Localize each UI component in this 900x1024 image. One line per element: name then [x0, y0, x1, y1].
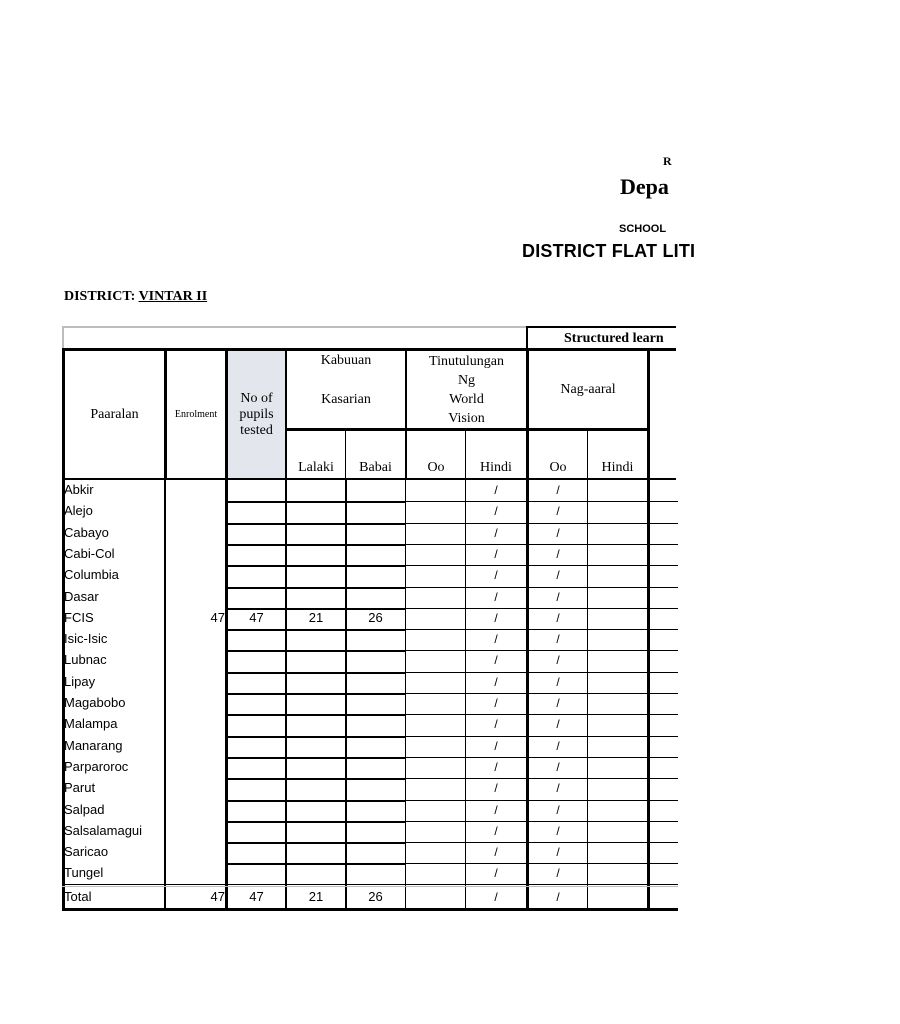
col-kasarian: Kasarian	[321, 392, 371, 407]
school-name: Parut	[64, 780, 96, 796]
cell-tested: 47	[249, 888, 264, 904]
school-name: FCIS	[64, 609, 94, 625]
school-name: Parparoroc	[64, 758, 129, 774]
cell-na-oo: /	[556, 823, 560, 838]
cell-wv-hindi: /	[494, 717, 498, 732]
school-name: Malampa	[64, 716, 118, 732]
report-title: DISTRICT FLAT LITI	[522, 241, 696, 261]
cell-wv-hindi: /	[494, 483, 498, 497]
cell-na-oo: /	[556, 589, 560, 604]
school-name: Columbia	[64, 567, 119, 583]
cell-na-oo: /	[556, 568, 560, 583]
cell-na-oo: /	[556, 781, 560, 796]
cell-wv-hindi: /	[494, 759, 498, 774]
cell-na-oo: /	[556, 696, 560, 710]
col-paaralan: Paaralan	[90, 406, 139, 422]
school-name: Isic-Isic	[64, 631, 108, 647]
cell-na-oo: /	[556, 610, 560, 625]
cell-wv-hindi: /	[494, 823, 498, 838]
cell-na-oo: /	[556, 717, 560, 732]
school-name: Salsalamagui	[64, 822, 143, 838]
school-name: Cabi-Col	[64, 545, 115, 561]
cell-wv-hindi: /	[494, 738, 498, 753]
cell-wv-hindi: /	[494, 632, 498, 647]
cell-babai: 26	[368, 609, 383, 625]
cell-na-oo: /	[556, 802, 560, 817]
cell-wv-hindi: /	[494, 696, 498, 710]
cell-wv-hindi: /	[494, 866, 498, 881]
structured-learning-header: Structured learn	[564, 331, 664, 346]
col-enrolment: Enrolment	[174, 409, 218, 420]
col-wv-oo: Oo	[427, 460, 445, 475]
school-name: Abkir	[64, 482, 94, 497]
col-tinutulungan-line3: World	[449, 391, 484, 407]
cell-wv-hindi: /	[494, 781, 498, 796]
cell-enrolment: 47	[210, 609, 225, 625]
school-name: Tungel	[64, 865, 104, 881]
cell-wv-hindi: /	[494, 674, 498, 689]
cell-na-oo: /	[556, 546, 560, 561]
col-nagaaral: Nag-aaral	[560, 381, 616, 397]
col-wv-hindi: Hindi	[480, 460, 512, 475]
cell-wv-hindi: /	[494, 525, 498, 540]
cell-wv-hindi: /	[494, 546, 498, 561]
school-name: Lipay	[64, 673, 96, 689]
school-name: Magabobo	[64, 695, 126, 710]
cell-wv-hindi: /	[494, 889, 498, 904]
cell-lalaki: 21	[308, 609, 324, 625]
col-kabuuan: Kabuuan	[320, 353, 372, 368]
cell-wv-hindi: /	[494, 802, 498, 817]
cell-tested: 47	[249, 609, 264, 625]
cell-na-oo: /	[556, 759, 560, 774]
cell-wv-hindi: /	[494, 568, 498, 583]
col-lalaki: Lalaki	[298, 460, 334, 475]
col-tinutulungan	[407, 351, 526, 428]
region-heading: R	[663, 154, 672, 168]
col-pupils-tested-line3: tested	[240, 422, 273, 438]
cell-na-oo: /	[556, 889, 560, 904]
school-name: Alejo	[64, 503, 93, 519]
district-label: DISTRICT:	[64, 289, 136, 304]
cell-wv-hindi: /	[494, 504, 498, 519]
col-tinutulungan-line2: Ng	[457, 372, 476, 388]
cell-na-oo: /	[556, 504, 560, 519]
school-name: Cabayo	[64, 524, 109, 540]
total-label: Total	[64, 888, 92, 904]
cell-na-oo: /	[556, 738, 560, 753]
cell-wv-hindi: /	[494, 653, 498, 668]
cell-na-oo: /	[556, 653, 560, 668]
cell-na-oo: /	[556, 525, 560, 540]
col-pupils-tested-line2: pupils	[239, 406, 274, 422]
cell-lalaki: 21	[308, 888, 324, 904]
department-heading: Depa	[620, 174, 669, 199]
school-name: Manarang	[64, 737, 123, 753]
cell-babai: 26	[368, 888, 383, 904]
col-tinutulungan-line1: Tinutulungan	[429, 353, 504, 369]
school-heading: SCHOOL	[619, 223, 667, 235]
col-pupils-tested	[228, 351, 285, 478]
cell-na-oo: /	[556, 483, 560, 497]
district-value: VINTAR II	[138, 289, 208, 304]
col-na-oo: Oo	[549, 460, 567, 475]
cell-wv-hindi: /	[494, 589, 498, 604]
col-pupils-tested-line1: No of	[240, 390, 273, 406]
cell-na-oo: /	[556, 845, 560, 860]
cell-na-oo: /	[556, 674, 560, 689]
col-babai: Babai	[359, 460, 392, 475]
cell-na-oo: /	[556, 866, 560, 881]
cell-wv-hindi: /	[494, 610, 498, 625]
col-tinutulungan-line4: Vision	[448, 410, 485, 426]
col-na-hindi: Hindi	[601, 460, 634, 475]
cell-wv-hindi: /	[494, 845, 498, 860]
cell-na-oo: /	[556, 632, 560, 647]
school-name: Salpad	[64, 801, 105, 817]
school-name: Saricao	[64, 844, 109, 860]
cell-enrolment: 47	[210, 888, 225, 904]
school-name: Lubnac	[64, 652, 107, 668]
school-name: Dasar	[64, 588, 99, 604]
